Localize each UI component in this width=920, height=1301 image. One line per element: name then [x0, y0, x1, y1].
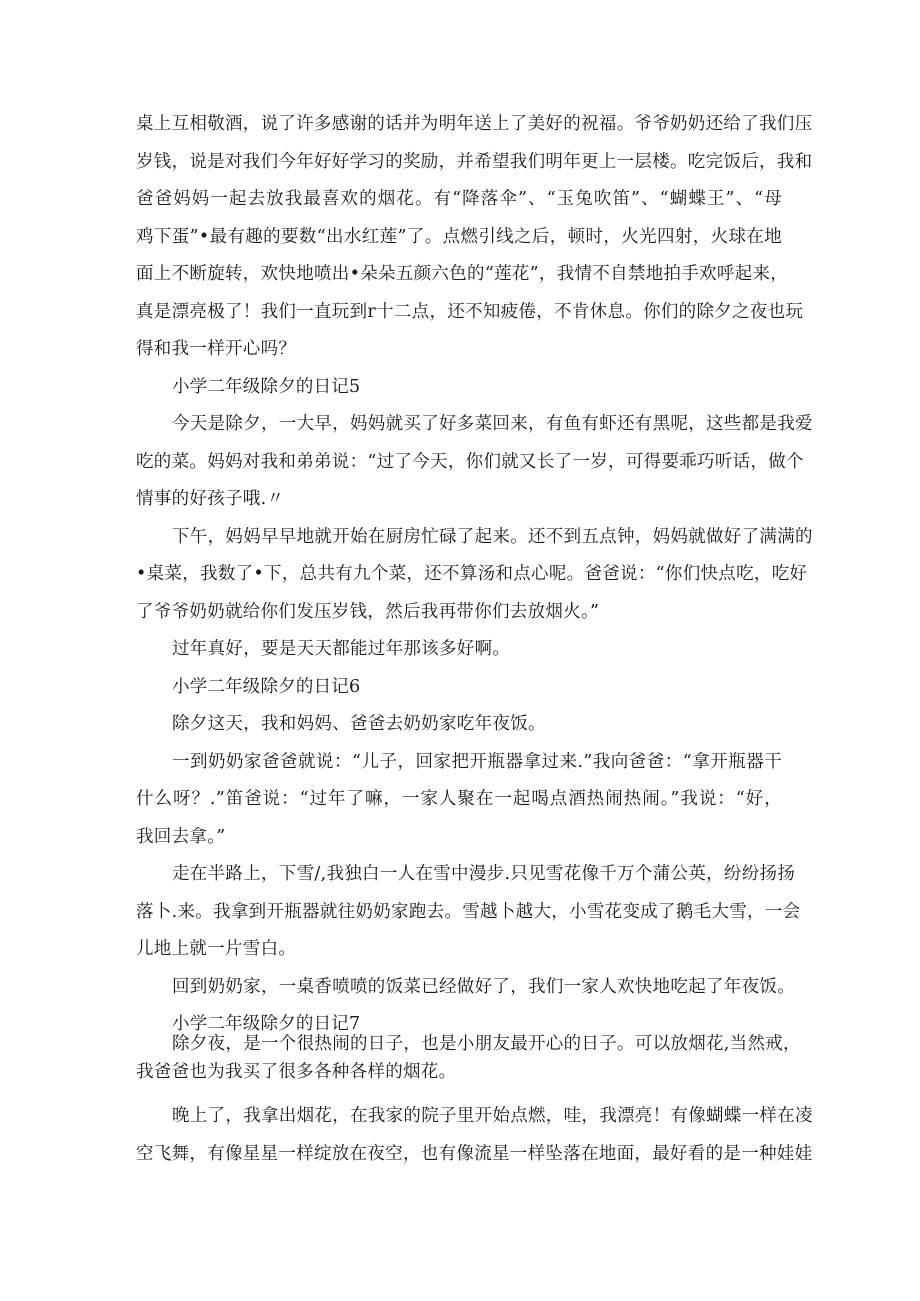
text-line: 爸爸妈妈一起去放我最喜欢的烟花。有“降落伞”、“玉兔吹笛”、“蝴蝶王”、“母 [136, 189, 782, 209]
text-line: •桌菜，我数了•下，总共有九个菜，还不算汤和点心呢。爸爸说：“你们快点吃，吃好 [136, 564, 808, 584]
text-line: 空飞舞，有像星星一样绽放在夜空，也有像流星一样坠落在地面，最好看的是一种娃娃 [136, 1143, 813, 1164]
text-line: 儿地上就一片雪白。 [136, 939, 297, 959]
text-line: 我回去拿。” [136, 826, 226, 847]
section-title: 小学二年级除夕的日记6 [172, 676, 361, 697]
text-line: 面上不断旋转，欢快地喷出•朵朵五颜六色的“莲花”，我情不自禁地拍手欢呼起来， [136, 264, 789, 284]
document-body-end [136, 1098, 813, 1173]
section-title: 小学二年级除夕的日记7 [172, 1014, 361, 1034]
text-line: 回到奶奶家，一桌香喷喷的饭菜已经做好了，我们一家人欢快地吃起了年夜饭。 [172, 976, 795, 997]
text-line: 真是漂亮极了！我们一直玩到r十二点，还不知疲倦，不肯休息。你们的除夕之夜也玩 [136, 301, 804, 322]
text-line: 下午，妈妈早早地就开始在厨房忙碌了起来。还不到五点钟，妈妈就做好了满满的 [172, 526, 813, 547]
text-line: 落卜.来。我拿到开瓶器就往奶奶家跑去。雪越卜越大，小雪花变成了鹅毛大雪，一会 [136, 901, 801, 922]
text-line: 岁钱，说是对我们今年好好学习的奖励，并希望我们明年更上一层楼。吃完饭后，我和 [136, 151, 813, 172]
text-line: 一到奶奶家爸爸就说：“儿子，回家把开瓶器拿过来.”我向爸爸：“拿开瓶器干 [172, 751, 782, 772]
text-line: 除夕夜，是一个很热闹的日子，也是小朋友最开心的日子。可以放烟花,当然戒， [172, 1034, 801, 1054]
text-line: 过年真好，要是天天都能过年那该多好啊。 [172, 639, 511, 659]
text-line: 了爷爷奶奶就给你们发压岁钱，然后我再带你们去放烟火。” [136, 601, 600, 622]
text-line: 情事的好孩子哦.〃 [136, 489, 285, 509]
text-line: 桌上互相敬酒，说了许多感谢的话并为明年送上了美好的祝福。爷爷奶奶还给了我们压 [136, 114, 813, 134]
text-line: 得和我一样开心吗？ [136, 339, 297, 359]
text-line: 我爸爸也为我买了很多各种各样的烟花。 [136, 1062, 457, 1082]
text-line: 鸡下蛋”•最有趣的要数“出水红莲”了。点燃引线之后，顿时，火光四射，火球在地 [136, 226, 782, 247]
document-body-tight [136, 1030, 801, 1086]
text-line: 走在半路上，下雪/,我独白一人在雪中漫步.只见雪花像千万个蒲公英，纷纷扬扬 [172, 864, 796, 884]
section-title: 小学二年级除夕的日记5 [172, 376, 361, 397]
text-line: 吃的菜。妈妈对我和弟弟说：“过了今天，你们就又长了一岁，可得要乖巧听话，做个 [136, 451, 804, 472]
text-line: 除夕这天，我和妈妈、爸爸去奶奶家吃年夜饭。 [172, 714, 546, 734]
text-line: 晚上了，我拿出烟花，在我家的院子里开始点燃，哇，我漂亮！有像蝴蝶一样在凌 [172, 1106, 813, 1126]
text-line: 什么呀？.”笛爸说：“过年了嘛，一家人聚在一起喝点酒热闹热闹。”我说：“好， [136, 789, 782, 809]
text-line: 今天是除夕，一大早，妈妈就买了好多菜回来，有鱼有虾还有黑呢，这些都是我爱 [172, 414, 813, 434]
